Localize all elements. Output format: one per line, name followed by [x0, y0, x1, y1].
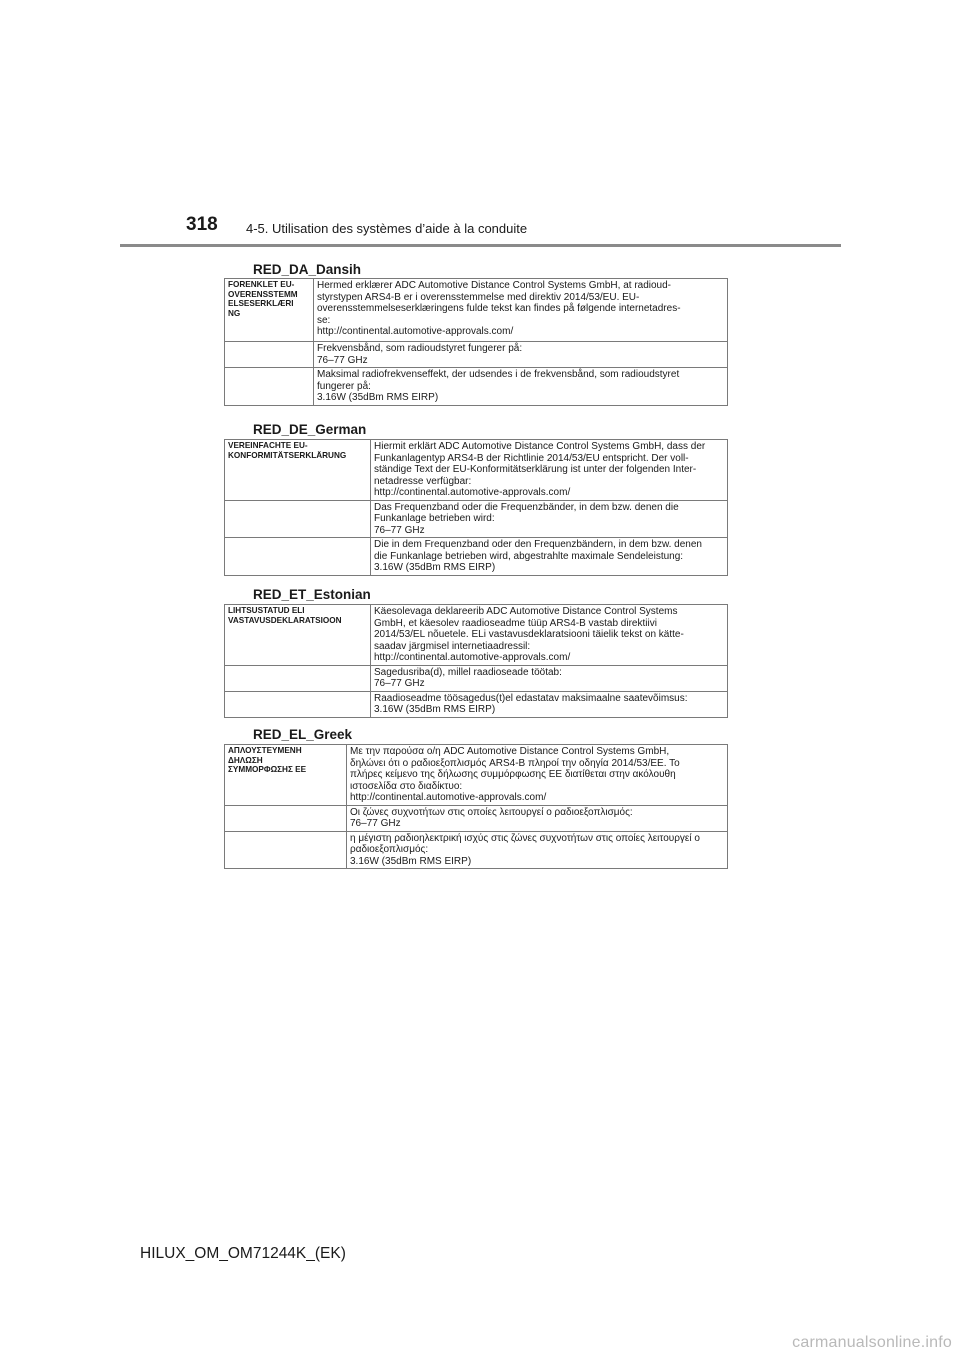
- declaration-text: Hiermit erklärt ADC Automotive Distance Control Systems GmbH, dass der Funkanlagentyp ARS4-B der Richtlinie 2014/53/EU entspricht. Der voll- ständige Text der EU-Konformitätserklärung ist unter der folgenden Inter- netadresse verfügbar: http://continental.automotive-approvals.com/: [371, 440, 728, 501]
- declaration-label: ΑΠΛΟΥΣΤΕΥΜΕΝΗ ΔΗΛΩΣΗ ΣΥΜΜΟΡΦΩΣΗΣ ΕΕ: [225, 745, 347, 806]
- empty-cell: [225, 368, 314, 406]
- frequency-band-text: Frekvensbånd, som radioudstyret fungerer på: 76–77 GHz: [314, 342, 728, 368]
- table-row: [225, 342, 728, 368]
- declaration-table-german: [224, 439, 728, 576]
- watermark: carmanualsonline.info: [792, 1334, 952, 1351]
- page-number: 318: [186, 214, 218, 235]
- header-rule: [120, 244, 841, 247]
- empty-cell: [225, 831, 347, 869]
- table-row: [225, 440, 728, 501]
- declaration-table-danish: [224, 278, 728, 406]
- declaration-table-estonian: [224, 604, 728, 718]
- table-row: [225, 500, 728, 538]
- frequency-band-text: Οι ζώνες συχνοτήτων στις οποίες λειτουργεί ο ραδιοεξοπλισμός: 76–77 GHz: [347, 805, 728, 831]
- empty-cell: [225, 805, 347, 831]
- declaration-text: Με την παρούσα ο/η ADC Automotive Distance Control Systems GmbH, δηλώνει ότι ο ραδιοεξοπλισμός ARS4-B πληροί την οδηγία 2014/53/ΕΕ. Το πλήρες κείμενο της δήλωσης συμμόρφωσης ΕΕ διατίθεται στην ακόλουθη ιστοσελίδα στο διαδίκτυο: http://continental.automotive-approvals.com/: [347, 745, 728, 806]
- table-row: [225, 805, 728, 831]
- declaration-text: Hermed erklærer ADC Automotive Distance Control Systems GmbH, at radioud- styrstypen ARS4-B er i overensstemmelse med direktiv 2014/53/EU. EU- overensstemmelseserklæringens fulde tekst kan findes på følgende internetadres- se: http://continental.automotive-approvals.com/: [314, 279, 728, 342]
- declaration-label: FORENKLET EU- OVERENSSTEMM ELSESERKLÆRI NG: [225, 279, 314, 342]
- section-title-german: RED_DE_German: [253, 422, 367, 437]
- table-row: [225, 538, 728, 576]
- declaration-table-greek: [224, 744, 728, 869]
- table-row: [225, 745, 728, 806]
- table-row: [225, 831, 728, 869]
- chapter-title: 4-5. Utilisation des systèmes d’aide à la conduite: [246, 221, 528, 236]
- table-row: [225, 368, 728, 406]
- section-title-danish: RED_DA_Dansih: [253, 262, 362, 277]
- section-title-estonian: RED_ET_Estonian: [253, 587, 371, 602]
- empty-cell: [225, 665, 371, 691]
- max-power-text: Raadioseadme töösagedus(t)el edastatav maksimaalne saatevõimsus: 3.16W (35dBm RMS EIRP): [371, 691, 728, 717]
- empty-cell: [225, 500, 371, 538]
- declaration-label: LIHTSUSTATUD ELI VASTAVUSDEKLARATSIOON: [225, 605, 371, 666]
- table-row: [225, 605, 728, 666]
- declaration-text: Käesolevaga deklareerib ADC Automotive Distance Control Systems GmbH, et käesolev raadioseadme tüüp ARS4-B vastab direktiivi 2014/53/EL nõuetele. ELi vastavusdeklaratsiooni täielik tekst on kätte- saadav järgmisel internetiaadressil: http://continental.automotive-approvals.com/: [371, 605, 728, 666]
- manual-code: HILUX_OM_OM71244K_(EK): [140, 1245, 346, 1262]
- empty-cell: [225, 342, 314, 368]
- max-power-text: Die in dem Frequenzband oder den Frequenzbändern, in dem bzw. denen die Funkanlage betrieben wird, abgestrahlte maximale Sendeleistung: 3.16W (35dBm RMS EIRP): [371, 538, 728, 576]
- table-row: [225, 279, 728, 342]
- frequency-band-text: Das Frequenzband oder die Frequenzbänder, in dem bzw. denen die Funkanlage betrieben wird: 76–77 GHz: [371, 500, 728, 538]
- declaration-label: VEREINFACHTE EU- KONFORMITÄTSERKLÄRUNG: [225, 440, 371, 501]
- max-power-text: Maksimal radiofrekvenseffekt, der udsendes i de frekvensbånd, som radioudstyret fungerer på: 3.16W (35dBm RMS EIRP): [314, 368, 728, 406]
- frequency-band-text: Sagedusriba(d), millel raadioseade töötab: 76–77 GHz: [371, 665, 728, 691]
- table-row: [225, 691, 728, 717]
- max-power-text: η μέγιστη ραδιοηλεκτρική ισχύς στις ζώνες συχνοτήτων στις οποίες λειτουργεί ο ραδιοεξοπλισμός: 3.16W (35dBm RMS EIRP): [347, 831, 728, 869]
- table-row: [225, 665, 728, 691]
- empty-cell: [225, 538, 371, 576]
- empty-cell: [225, 691, 371, 717]
- section-title-greek: RED_EL_Greek: [253, 727, 353, 742]
